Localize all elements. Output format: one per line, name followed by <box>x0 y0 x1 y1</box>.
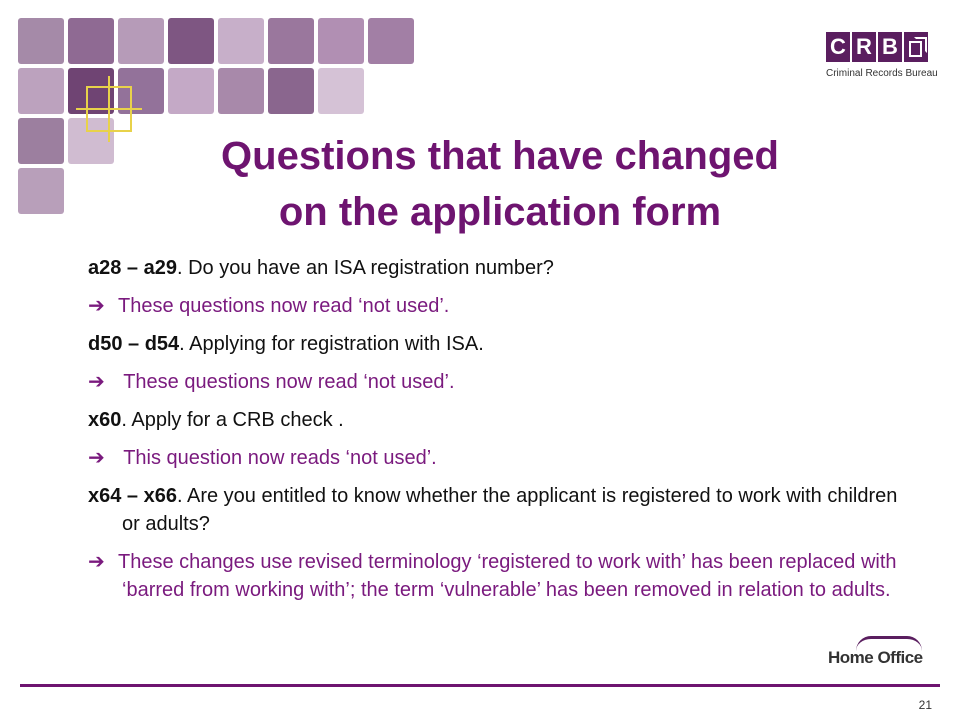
page-number: 21 <box>918 698 932 712</box>
crb-logo-letter: R <box>852 32 876 62</box>
photo-tile <box>168 18 214 64</box>
footer-divider <box>20 684 940 687</box>
arrow-right-icon: ➔ <box>88 447 105 469</box>
change-note-text: These questions now read ‘not used’. <box>118 371 455 393</box>
photo-tile <box>368 18 414 64</box>
question-text: . Do you have an ISA registration number? <box>176 257 554 279</box>
slide-title <box>120 128 880 240</box>
photo-tile <box>318 68 364 114</box>
photo-tile <box>218 18 264 64</box>
crb-logo-letter: B <box>878 32 902 62</box>
photo-tile <box>268 18 314 64</box>
photo-tile <box>268 68 314 114</box>
photo-tile <box>318 18 364 64</box>
slide-title-line-1: Questions that have changed <box>221 134 779 178</box>
arrow-right-icon: ➔ <box>88 295 105 317</box>
question-code: d50 – d54 <box>88 333 180 355</box>
photo-tile <box>18 68 64 114</box>
question-item <box>88 254 918 282</box>
question-code: x64 – x66 <box>88 485 177 507</box>
photo-tile <box>18 18 64 64</box>
arrow-right-icon: ➔ <box>88 551 105 573</box>
home-office-logo-text: Home Office <box>828 648 923 667</box>
documents-icon <box>904 32 928 62</box>
question-text: . Are you entitled to know whether the applicant is registered to work with children or adults? <box>122 485 898 535</box>
question-code: a28 – a29 <box>88 257 177 279</box>
slide-title-line-2: on the application form <box>278 190 722 234</box>
question-list <box>88 254 918 614</box>
question-code: x60 <box>88 409 122 431</box>
change-note <box>88 368 918 396</box>
question-text: . Applying for registration with ISA. <box>179 333 484 355</box>
crb-logo-letter: C <box>826 32 850 62</box>
photo-tile <box>118 18 164 64</box>
focus-frame <box>86 86 132 132</box>
photo-tile <box>218 68 264 114</box>
change-note <box>88 444 918 472</box>
change-note <box>88 548 918 604</box>
crb-logo <box>826 32 936 92</box>
photo-tile <box>18 118 64 164</box>
photo-tile <box>18 168 64 214</box>
photo-tile <box>68 18 114 64</box>
change-note-text: These changes use revised terminology ‘registered to work with’ has been replaced with ‘barred from working with’; the term ‘vulnerable’ has been removed in relation to adults. <box>118 551 897 601</box>
photo-tile <box>168 68 214 114</box>
home-office-logo <box>826 636 936 670</box>
question-item <box>88 482 918 538</box>
change-note-text: These questions now read ‘not used’. <box>118 295 450 317</box>
crb-logo-caption: Criminal Records Bureau <box>826 68 938 79</box>
change-note-text: This question now reads ‘not used’. <box>118 447 437 469</box>
question-item <box>88 330 918 358</box>
arrow-right-icon: ➔ <box>88 371 105 393</box>
question-text: . Apply for a CRB check . <box>121 409 344 431</box>
question-item <box>88 406 918 434</box>
change-note <box>88 292 918 320</box>
